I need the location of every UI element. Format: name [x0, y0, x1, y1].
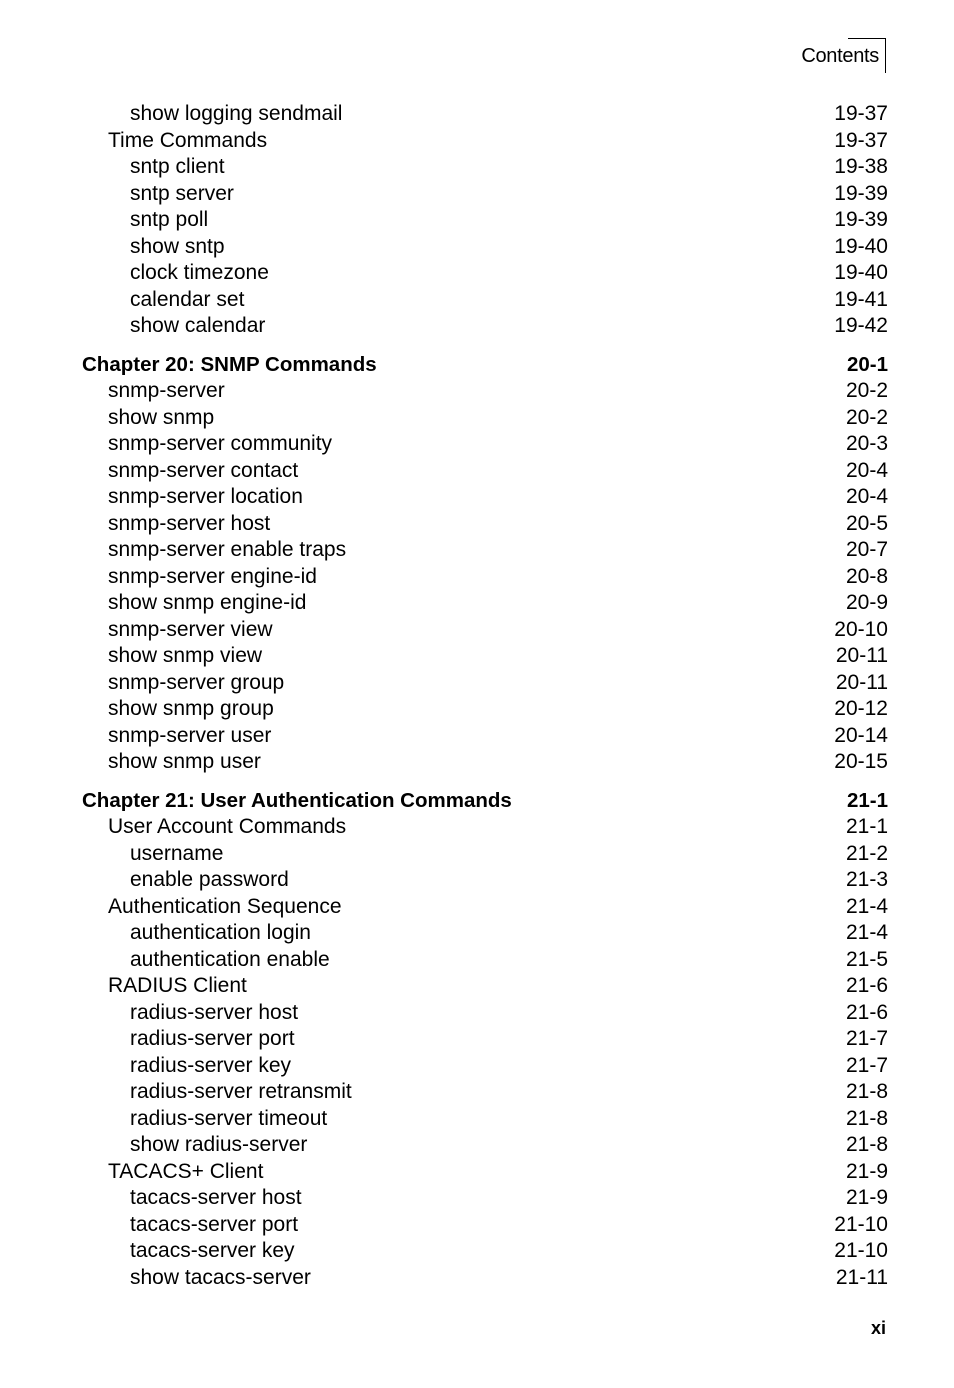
toc-entry[interactable] — [82, 617, 888, 644]
toc-entry-title: sntp client — [130, 155, 225, 178]
toc-entry-page: 20-2 — [845, 405, 888, 429]
toc-chapter-entry[interactable] — [82, 352, 888, 379]
toc-entry-page: 21-7 — [845, 1027, 888, 1050]
toc-entry-title: username — [130, 841, 224, 865]
toc-entry[interactable] — [82, 696, 888, 723]
toc-entry-title: show snmp — [108, 405, 215, 429]
toc-entry-title: RADIUS Client — [108, 974, 247, 997]
toc-entry-page: 21-11 — [835, 1265, 888, 1289]
toc-entry-page: 21-3 — [845, 868, 888, 891]
toc-entry-title: show snmp group — [108, 697, 274, 720]
toc-entry-page: 21-8 — [845, 1080, 888, 1103]
header-rule-horizontal — [848, 38, 886, 39]
toc-entry-page: 20-7 — [845, 538, 888, 561]
toc-entry-title: show sntp — [130, 234, 225, 258]
toc-entry-page: 19-37 — [834, 102, 888, 125]
header-rule-vertical — [885, 38, 886, 73]
toc-entry-page: 20-1 — [846, 352, 888, 376]
toc-entry-title: Authentication Sequence — [108, 894, 342, 918]
toc-entry-title: Chapter 20: SNMP Commands — [82, 352, 377, 376]
toc-entry-page: 21-7 — [845, 1053, 888, 1077]
toc-entry-page: 21-4 — [845, 894, 888, 918]
toc-entry[interactable] — [82, 128, 888, 155]
toc-entry[interactable] — [82, 564, 888, 591]
toc-entry-title: snmp-server enable traps — [108, 538, 347, 561]
toc-entry-page: 20-4 — [845, 485, 888, 508]
toc-entry-title: snmp-server — [108, 379, 225, 402]
toc-entry-title: tacacs-server key — [130, 1239, 295, 1262]
toc-entry-page: 21-9 — [845, 1159, 888, 1183]
toc-entry-title: snmp-server location — [108, 485, 303, 508]
toc-entry[interactable] — [82, 643, 888, 670]
toc-entry-title: radius-server key — [130, 1053, 292, 1077]
toc-entry-title: show logging sendmail — [130, 102, 343, 125]
running-header: Contents — [801, 45, 879, 67]
toc-entry[interactable] — [82, 1185, 888, 1212]
toc-entry-page: 20-11 — [835, 670, 888, 694]
toc-entry-page: 21-9 — [845, 1186, 888, 1209]
toc-entry-title: Time Commands — [108, 128, 268, 152]
toc-entry[interactable] — [82, 234, 888, 261]
toc-entry[interactable] — [82, 431, 888, 458]
toc-entry[interactable] — [82, 537, 888, 564]
toc-entry-title: sntp poll — [130, 208, 209, 231]
toc-chapter-entry[interactable] — [82, 788, 888, 815]
toc-entry-page: 20-9 — [845, 591, 888, 614]
toc-entry-page: 20-15 — [834, 750, 888, 773]
toc-entry-title: calendar set — [130, 287, 245, 311]
toc-entry[interactable] — [82, 181, 888, 208]
toc-entry[interactable] — [82, 670, 888, 697]
toc-entry[interactable] — [82, 723, 888, 750]
toc-entry-title: User Account Commands — [108, 815, 347, 838]
toc-entry-page: 21-4 — [845, 921, 888, 944]
toc-entry-page: 19-40 — [834, 261, 888, 284]
toc-entry[interactable] — [82, 1238, 888, 1265]
toc-entry-page: 21-8 — [845, 1106, 888, 1130]
toc-entry[interactable] — [82, 1053, 888, 1080]
toc-entry-title: Chapter 21: User Authentication Commands — [82, 788, 512, 812]
toc-entry-page: 21-2 — [845, 841, 888, 865]
toc-entry-title: snmp-server contact — [108, 458, 299, 482]
toc-entry[interactable] — [82, 867, 888, 894]
toc-entry-title: show snmp engine-id — [108, 591, 307, 614]
toc-entry-page: 20-2 — [845, 379, 888, 402]
section-gap — [82, 776, 888, 788]
toc-entry-title: sntp server — [130, 181, 234, 205]
toc-entry[interactable] — [82, 1212, 888, 1239]
toc-entry[interactable] — [82, 947, 888, 974]
toc-entry-title: radius-server retransmit — [130, 1080, 352, 1103]
toc-entry[interactable] — [82, 920, 888, 947]
toc-entry[interactable] — [82, 1132, 888, 1159]
toc-entry[interactable] — [82, 590, 888, 617]
toc-entry[interactable] — [82, 458, 888, 485]
toc-entry[interactable] — [82, 1159, 888, 1186]
toc-entry-title: enable password — [130, 868, 289, 891]
page-number: xi — [870, 1318, 886, 1338]
toc-entry-page: 19-38 — [834, 155, 888, 178]
toc-entry-title: authentication login — [130, 921, 311, 944]
toc-entry-title: snmp-server community — [108, 432, 333, 455]
toc-entry-title: tacacs-server port — [130, 1212, 299, 1236]
toc-entry-title: show calendar — [130, 314, 266, 337]
toc-entry-page: 21-1 — [846, 788, 888, 812]
section-gap — [82, 340, 888, 352]
toc-entry[interactable] — [82, 894, 888, 921]
toc-entry[interactable] — [82, 313, 888, 340]
toc-entry-page: 21-8 — [845, 1133, 888, 1156]
toc-entry-title: tacacs-server host — [130, 1186, 302, 1209]
toc-entry-page: 21-5 — [845, 947, 888, 971]
toc-entry-title: radius-server port — [130, 1027, 295, 1050]
toc-entry[interactable] — [82, 1265, 888, 1292]
toc-entry[interactable] — [82, 814, 888, 841]
toc-entry-title: TACACS+ Client — [108, 1159, 264, 1183]
toc-entry-title: show radius-server — [130, 1133, 308, 1156]
toc-entry[interactable] — [82, 405, 888, 432]
toc-entry-title: snmp-server host — [108, 511, 271, 535]
toc-entry[interactable] — [82, 378, 888, 405]
toc-entry-page: 19-40 — [834, 234, 888, 258]
toc-entry[interactable] — [82, 1079, 888, 1106]
toc-entry-page: 21-10 — [834, 1239, 888, 1262]
toc-entry-title: snmp-server view — [108, 617, 273, 641]
toc-entry[interactable] — [82, 260, 888, 287]
toc-entry-page: 19-39 — [834, 181, 888, 205]
toc-entry-page: 19-37 — [834, 128, 888, 152]
toc-entry-title: authentication enable — [130, 947, 330, 971]
toc-entry-page: 21-6 — [845, 1000, 888, 1024]
toc-entry[interactable] — [82, 511, 888, 538]
toc-entry-title: show tacacs-server — [130, 1265, 311, 1289]
toc-entry[interactable] — [82, 101, 888, 128]
toc-entry-page: 20-12 — [834, 697, 888, 720]
toc-entry-title: show snmp view — [108, 644, 263, 667]
toc-entry-page: 20-10 — [834, 617, 888, 641]
toc-entry[interactable] — [82, 1026, 888, 1053]
toc-entry[interactable] — [82, 287, 888, 314]
toc-entry-page: 21-6 — [845, 974, 888, 997]
toc-entry-page: 19-39 — [834, 208, 888, 231]
toc-entry[interactable] — [82, 154, 888, 181]
toc-entry-page: 20-11 — [835, 644, 888, 667]
toc-entry-title: clock timezone — [130, 261, 269, 284]
toc-entry[interactable] — [82, 207, 888, 234]
toc-entry-page: 20-4 — [845, 458, 888, 482]
toc-entry[interactable] — [82, 1106, 888, 1133]
toc-entry-page: 19-41 — [834, 287, 888, 311]
toc-entry-title: snmp-server group — [108, 670, 285, 694]
toc-entry-title: radius-server timeout — [130, 1106, 328, 1130]
toc-entry[interactable] — [82, 973, 888, 1000]
toc-entry-page: 20-5 — [845, 511, 888, 535]
toc-entry-title: radius-server host — [130, 1000, 299, 1024]
toc-entry-page: 19-42 — [834, 314, 888, 337]
toc-entry-page: 21-1 — [845, 815, 888, 838]
toc-entry-title: snmp-server user — [108, 723, 272, 747]
toc-entry[interactable] — [82, 749, 888, 776]
toc-entry-page: 20-14 — [834, 723, 888, 747]
toc-entry[interactable] — [82, 841, 888, 868]
toc-entry-title: show snmp user — [108, 750, 261, 773]
toc-entry[interactable] — [82, 484, 888, 511]
toc-entry-page: 20-8 — [845, 564, 888, 588]
toc-entry-page: 20-3 — [845, 432, 888, 455]
toc-entry-page: 21-10 — [834, 1212, 888, 1236]
toc-entry-title: snmp-server engine-id — [108, 564, 317, 588]
table-of-contents — [82, 101, 888, 1291]
toc-entry[interactable] — [82, 1000, 888, 1027]
